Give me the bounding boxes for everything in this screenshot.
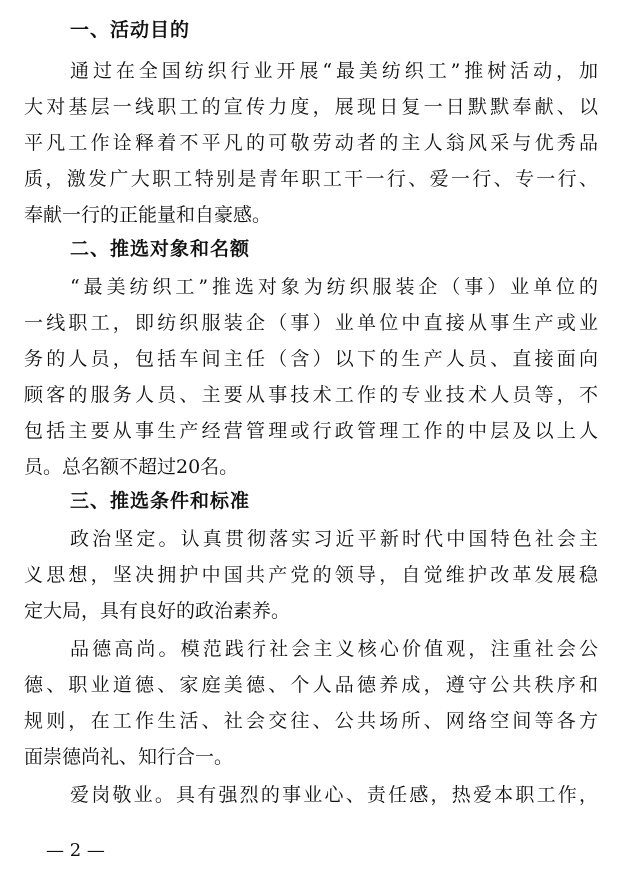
- paragraph-line: 爱岗敬业。具有强烈的事业心、责任感，热爱本职工作，: [70, 784, 598, 806]
- paragraph-line: 奉献一行的正能量和自豪感。: [24, 204, 272, 226]
- paragraph-line: 定大局，具有良好的政治素养。: [24, 600, 291, 622]
- paragraph-line: 义思想，坚决拥护中国共产党的领导，自觉维护改革发展稳: [24, 564, 598, 586]
- page-number: — 2 —: [46, 840, 105, 861]
- section-heading-candidates: 二、推选对象和名额: [70, 238, 251, 260]
- section-heading-purpose: 一、活动目的: [70, 19, 191, 41]
- paragraph-line: 品德高尚。模范践行社会主义核心价值观，注重社会公: [70, 638, 598, 660]
- paragraph-line: 面崇德尚礼、知行合一。: [24, 746, 234, 768]
- paragraph-line: 政治坚定。认真贯彻落实习近平新时代中国特色社会主: [70, 528, 598, 550]
- paragraph-line: 规则，在工作生活、社会交往、公共场所、网络空间等各方: [24, 710, 598, 732]
- paragraph-line: 通过在全国纺织行业开展“最美纺织工”推树活动，加: [70, 60, 598, 82]
- paragraph-line: 平凡工作诠释着不平凡的可敬劳动者的主人翁风采与优秀品: [24, 132, 598, 154]
- paragraph-line: 大对基层一线职工的宣传力度，展现日复一日默默奉献、以: [24, 96, 598, 118]
- paragraph-line: 质，激发广大职工特别是青年职工干一行、爱一行、专一行、: [24, 168, 598, 190]
- section-heading-criteria: 三、推选条件和标准: [70, 490, 251, 512]
- paragraph-line: 员。总名额不超过20名。: [24, 456, 239, 478]
- paragraph-line: “最美纺织工”推选对象为纺织服装企（事）业单位的: [70, 276, 598, 298]
- paragraph-line: 一线职工，即纺织服装企（事）业单位中直接从事生产或业: [24, 312, 598, 334]
- paragraph-line: 顾客的服务人员、主要从事技术工作的专业技术人员等，不: [24, 384, 598, 406]
- paragraph-line: 德、职业道德、家庭美德、个人品德养成，遵守公共秩序和: [24, 674, 598, 696]
- paragraph-line: 包括主要从事生产经营管理或行政管理工作的中层及以上人: [24, 420, 598, 442]
- paragraph-line: 务的人员，包括车间主任（含）以下的生产人员、直接面向: [24, 348, 598, 370]
